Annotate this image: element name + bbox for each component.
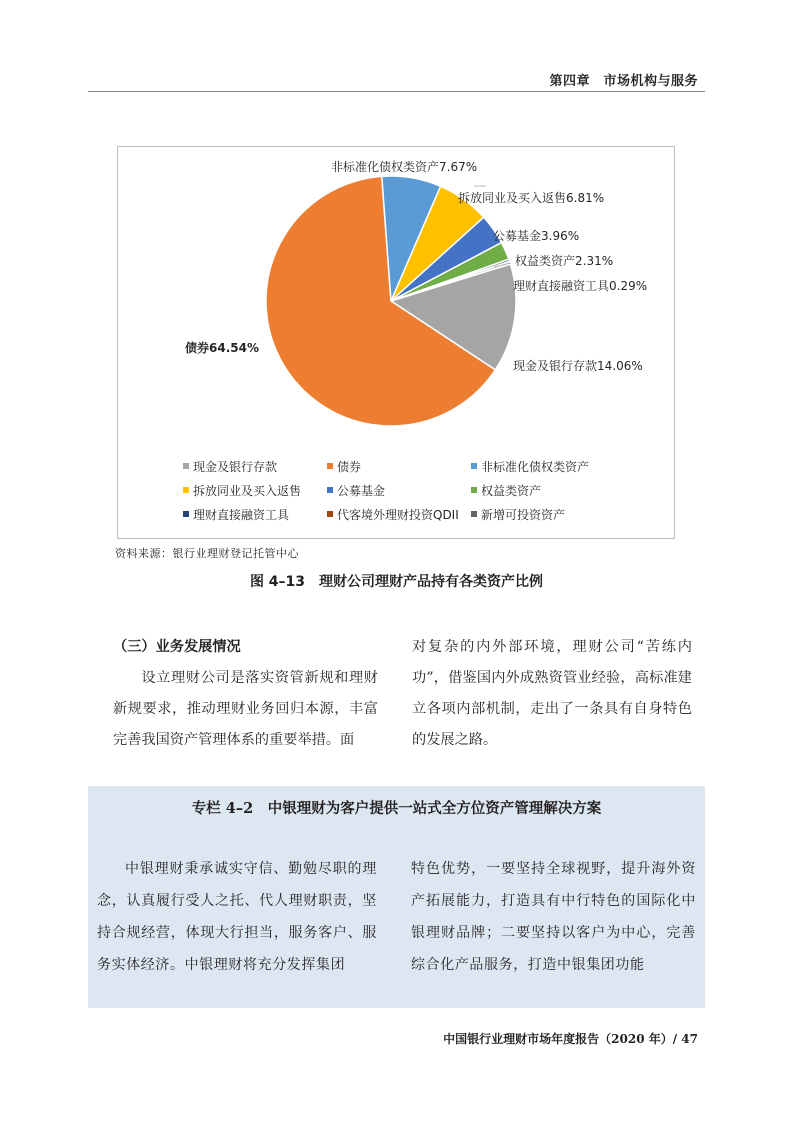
source-note: 资料来源：银行业理财登记托管中心 xyxy=(115,547,299,560)
label-nonstandard: 非标准化债权类资产7.67% xyxy=(331,160,478,174)
box-column-right xyxy=(411,853,696,981)
pie-chart xyxy=(117,146,675,539)
body-paragraph-left: 设立理财公司是落实资管新规和理财新规要求，推动理财业务回归本源，丰富完善我国资产管理体系的重要举措。面 xyxy=(113,670,378,748)
legend-swatch xyxy=(183,511,189,517)
legend-label: 现金及银行存款 xyxy=(193,460,278,474)
box-title: 专栏 4–2 中银理财为客户提供一站式全方位资产管理解决方案 xyxy=(191,800,602,817)
legend-label: 公募基金 xyxy=(337,484,386,498)
legend-swatch xyxy=(183,487,189,493)
box-paragraph-right: 特色优势，一要坚持全球视野，提升海外资产拓展能力，打造具有中行特色的国际化中银理财品牌；二要坚持以客户为中心，完善综合化产品服务，打造中银集团功能 xyxy=(411,861,696,973)
box-paragraph-left: 中银理财秉承诚实守信、勤勉尽职的理念，认真履行受人之托、代人理财职责，坚持合规经营，体现大行担当，服务客户、服务实体经济。中银理财将充分发挥集团 xyxy=(97,861,377,973)
label-direct-financing: 理财直接融资工具0.29% xyxy=(513,279,648,293)
legend-swatch xyxy=(327,487,333,493)
legend-label: 理财直接融资工具 xyxy=(193,508,290,522)
legend-swatch xyxy=(471,511,477,517)
legend-label: 新增可投资资产 xyxy=(481,508,566,522)
legend-label: 权益类资产 xyxy=(481,484,542,498)
legend-label: 债券 xyxy=(337,460,362,474)
legend-swatch xyxy=(471,487,477,493)
body-paragraph-right: 对复杂的内外部环境，理财公司“苦练内功”，借鉴国内外成熟资管业经验，高标准建立各项内部机制，走出了一条具有自身特色的发展之路。 xyxy=(412,639,692,748)
label-bonds: 债券64.54% xyxy=(185,341,259,355)
page-footer: 中国银行业理财市场年度报告（2020 年）/ 47 xyxy=(443,1032,698,1046)
box-column-left xyxy=(97,853,377,981)
legend-label: 拆放同业及买入返售 xyxy=(193,484,302,498)
legend-swatch xyxy=(327,511,333,517)
label-public-fund: 公募基金3.96% xyxy=(493,229,580,243)
legend-swatch xyxy=(471,463,477,469)
legend-swatch xyxy=(327,463,333,469)
figure-caption: 图 4–13 理财公司理财产品持有各类资产比例 xyxy=(249,574,544,590)
body-column-right xyxy=(412,632,692,756)
legend-label: 非标准化债权类资产 xyxy=(481,460,590,474)
chapter-header: 第四章 市场机构与服务 xyxy=(549,74,698,89)
label-cash: 现金及银行存款14.06% xyxy=(513,359,643,373)
legend-swatch xyxy=(183,463,189,469)
header-divider xyxy=(88,91,705,92)
label-interbank: 拆放同业及买入返售6.81% xyxy=(458,191,605,205)
body-column-left xyxy=(113,632,378,756)
legend-label: 代客境外理财投资QDII xyxy=(337,508,459,522)
label-equity: 权益类资产2.31% xyxy=(515,254,614,268)
section-heading: （三）业务发展情况 xyxy=(113,639,241,655)
